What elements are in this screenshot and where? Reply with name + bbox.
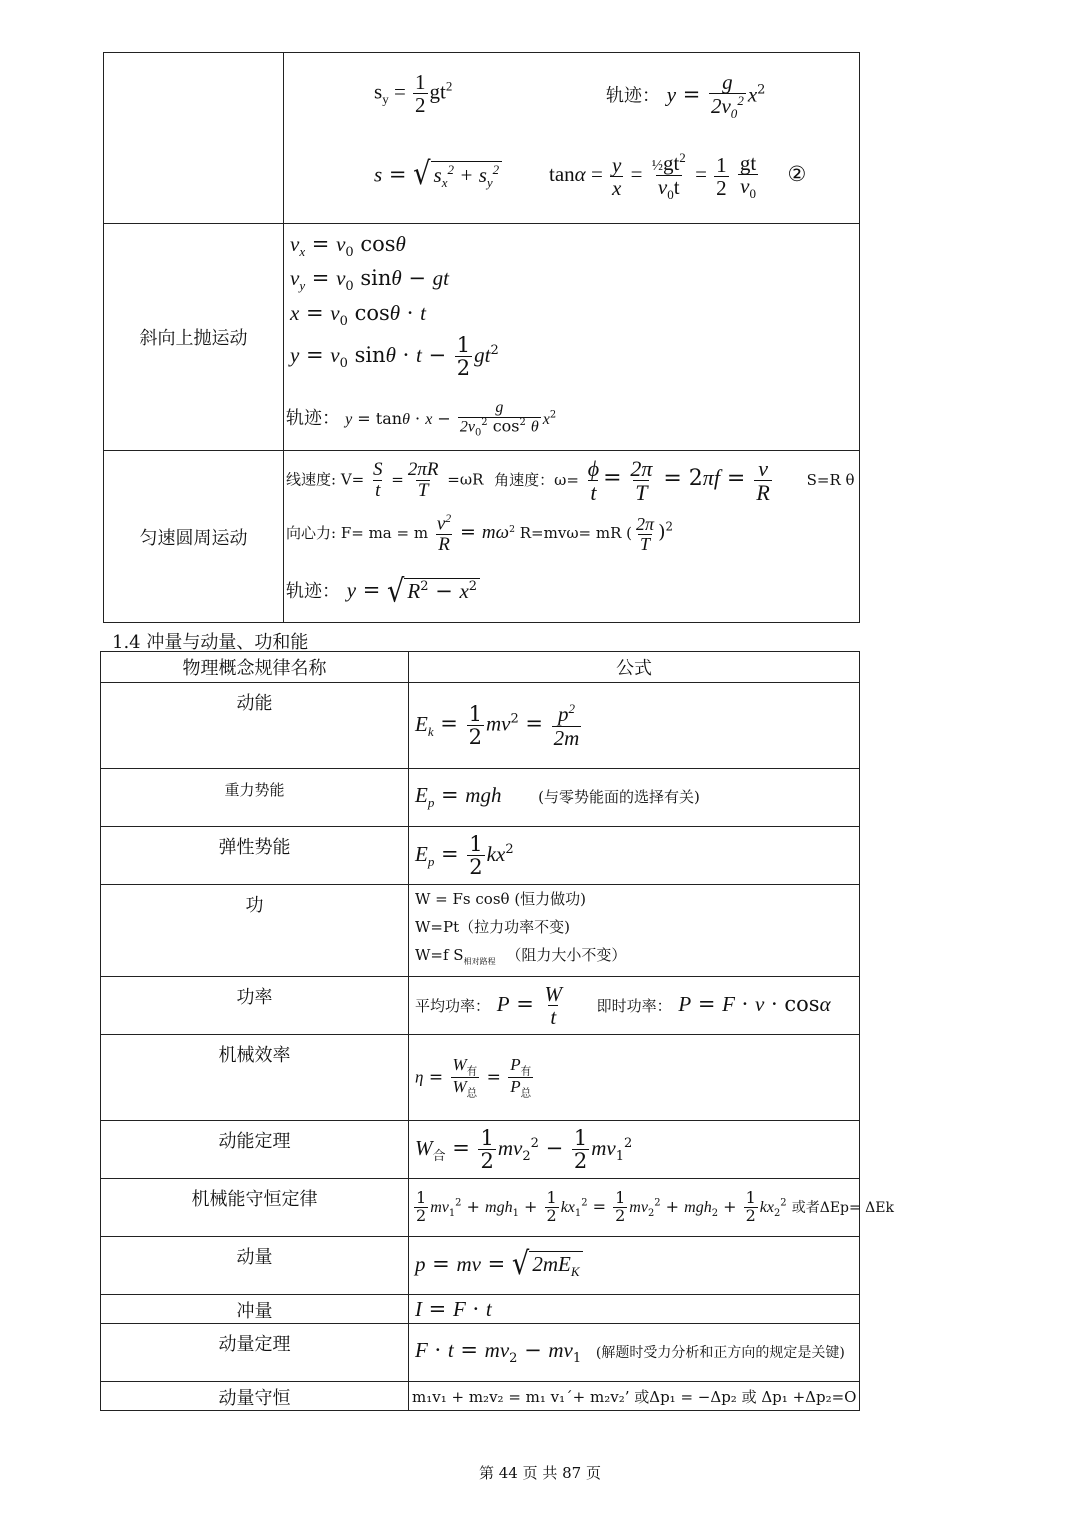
formula-efficiency: η = $\frac{W_有}{W_总}$ = $\frac{P_有}{P_总}$ [409, 1035, 860, 1121]
formula-kinetic-energy: $E_k$ = $\frac{1}{2}$ $mv^2$ = $\frac{p^2}{2m}$ [409, 683, 860, 769]
formula-power: 平均功率： P = $\frac{W}{t}$ 即时功率： P = F · v · cosα [409, 977, 860, 1035]
header-formula: 公式 [409, 652, 860, 683]
row-name-horizontal [104, 53, 284, 224]
y-formula: $y = v_0$ sinθ · t − $\frac{1}{2}$ $gt^2$ [290, 333, 499, 381]
header-name: 物理概念规律名称 [101, 652, 409, 683]
name-ke-theorem: 动能定理 [101, 1121, 409, 1179]
circled-number-2: ② [787, 162, 807, 187]
name-momentum: 动量 [101, 1237, 409, 1295]
momentum-energy-table [100, 651, 894, 1411]
name-impulse: 冲量 [101, 1295, 409, 1324]
sy-formula: $s_y$ = $\frac{1}{2}$ $gt^2$ [374, 70, 453, 118]
page-footer: 第 44 页 共 87 页 [478, 1464, 601, 1482]
name-energy-conservation: 机械能守恒定律 [101, 1179, 409, 1237]
name-power: 功率 [101, 977, 409, 1035]
tan-alpha-formula: tanα = $\frac{y}{x}$ = $\frac{\frac{1}{2}gt^2}{v_0t}$ = $\frac{1}{2}$ $\frac{gt}{v_0}$ ② [549, 150, 807, 202]
work-line-2: W=Pt（拉力功率不变) [415, 918, 570, 936]
s-magnitude-formula: s = √ $s_x^2 + s_y^2$ [374, 161, 502, 191]
work-line-1: W = Fs cosθ (恒力做功) [415, 890, 587, 908]
vy-formula: $v_y = v_0$ sinθ − gt [290, 266, 449, 295]
formula-elastic-pe: $E_p$ = $\frac{1}{2}$ $kx^2$ [409, 827, 860, 885]
name-elastic-pe: 弹性势能 [101, 827, 409, 885]
trajectory-formula-circular: 轨迹： y = √ $R^2 - x^2$ [286, 577, 480, 605]
name-kinetic-energy: 动能 [101, 683, 409, 769]
row-name-circular: 匀速圆周运动 [104, 451, 284, 623]
trajectory-formula-oblique: 轨迹： y = tanθ · x − $\frac{g}{2v_0^2 \cos^2 \theta}$ $x^2$ [286, 399, 557, 439]
name-momentum-theorem: 动量定理 [101, 1324, 409, 1382]
trajectory-formula-horizontal: 轨迹： y = $\frac{g}{2v_0^2}$ $x^2$ [606, 70, 766, 122]
formula-momentum-conservation: m₁v₁ + m₂v₂ = m₁ v₁´+ m₂v₂’ 或Δp₁ = −Δp₂ 或 Δp₁ +Δp₂=O [409, 1382, 860, 1411]
formula-momentum-theorem: $F \cdot t = mv_2 - mv_1$ (解题时受力分析和正方向的规定是关键) [409, 1324, 860, 1382]
formula-gravity-pe: $E_p$ = mgh (与零势能面的选择有关) [409, 769, 860, 827]
formula-momentum: p = mv = √ $2mE_K$ [409, 1237, 860, 1295]
horizontal-throw-formulas [284, 53, 860, 224]
motion-formula-table [103, 52, 860, 623]
row-name-oblique: 斜向上抛运动 [104, 224, 284, 451]
work-line-3: W=f $S_{相对路程}$ （阻力大小不变） [415, 946, 627, 966]
formula-energy-conservation: $\frac{1}{2}$ $mv_1^2 + mgh_1$ + $\frac{1}{2}$ $kx_1^2$ = $\frac{1}{2}$ $mv_2^2 + mgh_2$ + $\frac{1}{2}$ $kx_2^2$ 或者ΔEp= ΔEk [409, 1179, 860, 1237]
x-formula: $x = v_0$ cosθ · t [290, 301, 426, 330]
line-speed-formula: 线速度: V= $\frac{S}{t}$ = $\frac{2\pi R}{T}$ =ωR 角速度：ω= $\frac{\phi}{t}$ = $\frac{2\pi}{T}$ = 2πf = $\frac{v}{R}$ S=R θ [286, 456, 855, 506]
name-momentum-conservation: 动量守恒 [101, 1382, 409, 1411]
centripetal-force-formula: 向心力: F= ma = m $\frac{v^2}{R}$ = $m\omega^2$ R=mvω= mR ( $\frac{2\pi}{T}$ )$^2$ [286, 512, 673, 556]
name-gravity-pe: 重力势能 [101, 769, 409, 827]
section-title: 1.4 冲量与动量、功和能 [112, 632, 309, 653]
formula-ke-theorem: $W_合$ = $\frac{1}{2}$ $mv_2^2$ − $\frac{1}{2}$ $mv_1^2$ [409, 1121, 860, 1179]
name-work: 功 [101, 885, 409, 977]
vx-formula: $v_x = v_0$ cosθ [290, 232, 406, 261]
formula-work [409, 885, 860, 977]
circular-motion-formulas [284, 451, 860, 623]
name-efficiency: 机械效率 [101, 1035, 409, 1121]
oblique-throw-formulas [284, 224, 860, 451]
formula-impulse: I = F · t [409, 1295, 860, 1324]
